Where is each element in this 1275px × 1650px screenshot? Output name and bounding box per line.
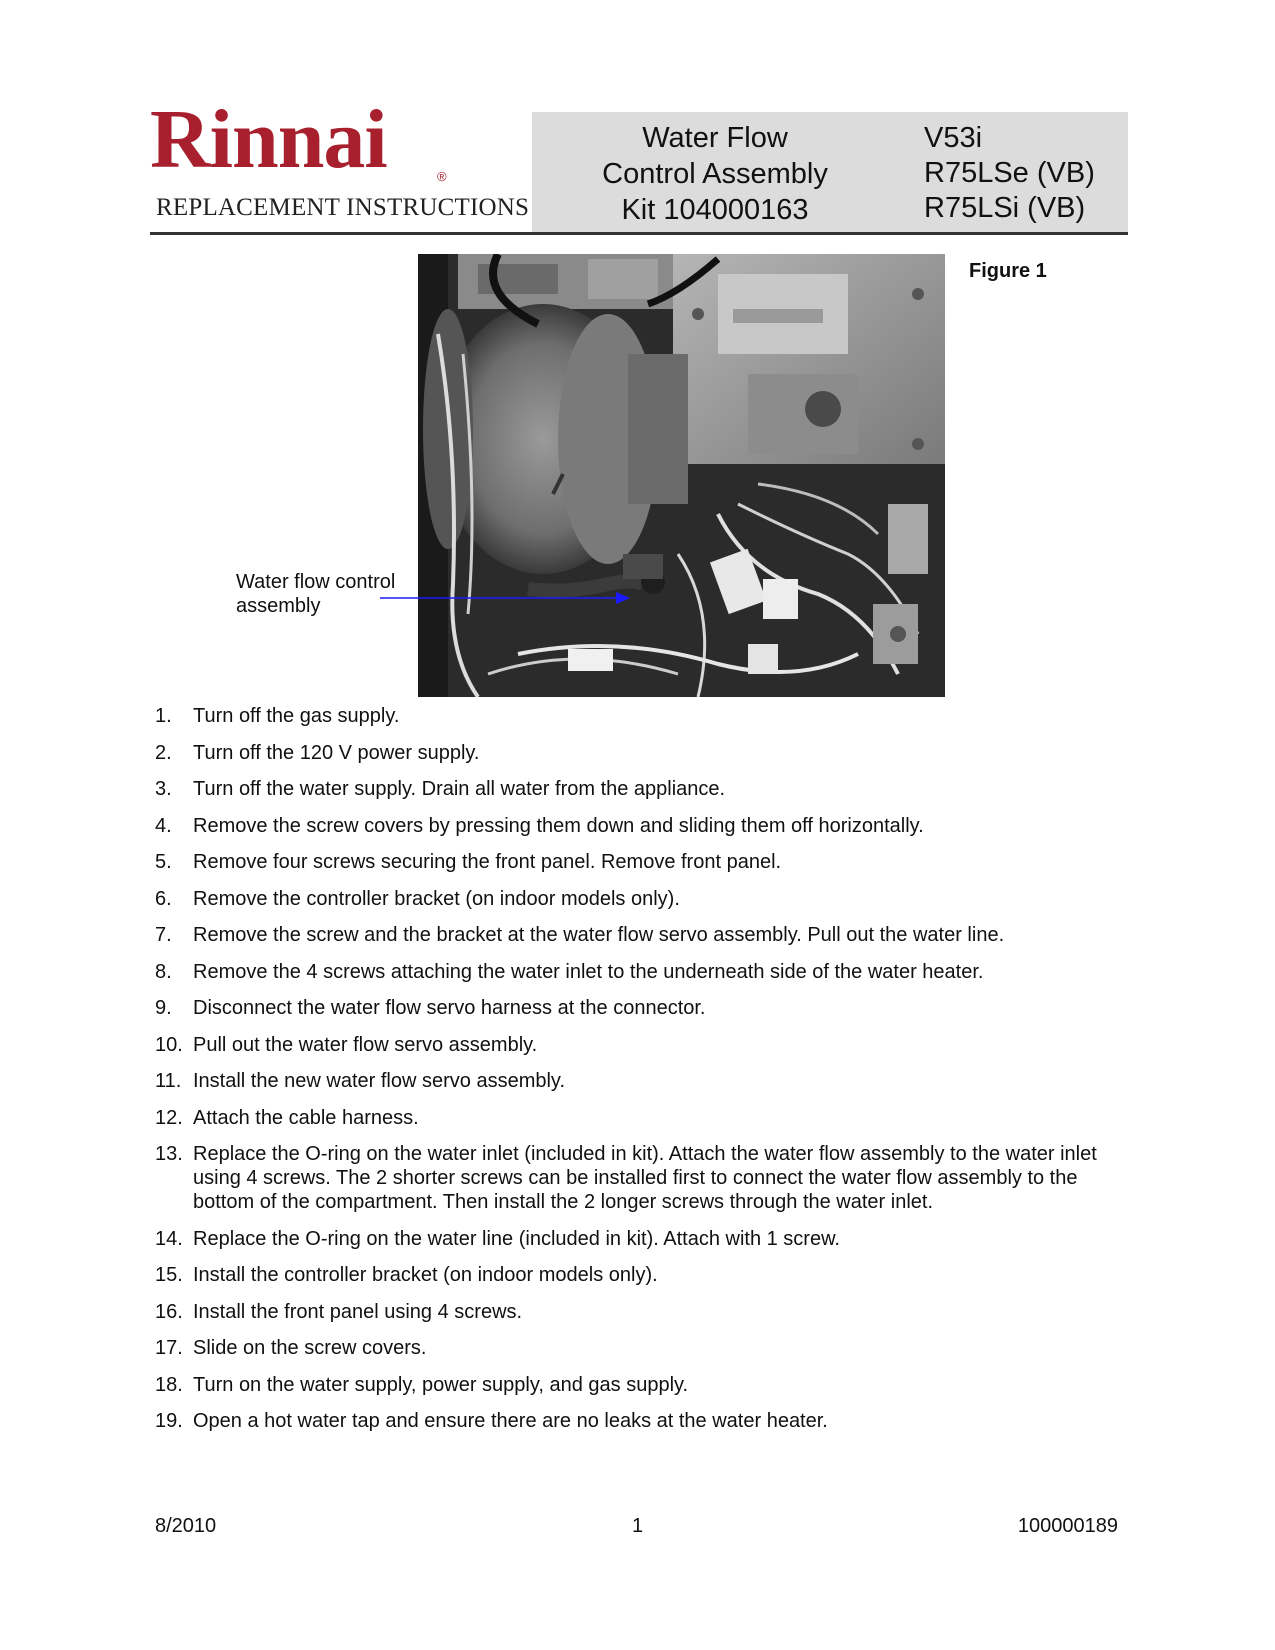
brand-name: Rinnai <box>150 93 387 186</box>
figure-caption: Figure 1 <box>969 260 1047 282</box>
step-item <box>155 1227 1115 1251</box>
step-text: Turn off the 120 V power supply. <box>193 741 480 764</box>
step-text: Turn on the water supply, power supply, and gas supply. <box>193 1373 689 1396</box>
step-item <box>155 704 1115 728</box>
rinnai-logo <box>150 93 532 232</box>
step-item <box>155 1409 1115 1433</box>
step-text: Remove four screws securing the front panel. Remove front panel. <box>193 851 782 873</box>
step-number: 5. <box>155 851 172 873</box>
step-text: Install the front panel using 4 screws. <box>193 1300 523 1323</box>
step-item <box>155 1033 1115 1057</box>
step-item <box>155 1142 1115 1214</box>
step-number: 4. <box>155 814 172 837</box>
step-text: Remove the 4 screws attaching the water inlet to the underneath side of the water heater. <box>193 960 984 983</box>
model-item: R75LSi (VB) <box>924 192 1086 224</box>
instruction-steps <box>155 704 1115 1446</box>
title-line: Control Assembly <box>602 158 828 190</box>
step-text: Attach the cable harness. <box>193 1106 419 1129</box>
document-number: 100000189 <box>1017 1515 1118 1537</box>
model-item: V53i <box>924 122 983 154</box>
step-text: Turn off the water supply. Drain all water from the appliance. <box>193 778 726 800</box>
step-item <box>155 1069 1115 1093</box>
step-text: Remove the controller bracket (on indoor models only). <box>193 887 680 910</box>
step-item <box>155 777 1115 801</box>
step-item <box>155 1300 1115 1324</box>
model-item: R75LSe (VB) <box>924 157 1095 189</box>
step-item <box>155 923 1115 947</box>
step-text: Open a hot water tap and ensure there are no leaks at the water heater. <box>193 1410 828 1432</box>
step-item <box>155 1373 1115 1397</box>
step-text: Disconnect the water flow servo harness at the connector. <box>193 997 706 1019</box>
document-subtitle: REPLACEMENT INSTRUCTIONS <box>156 194 530 221</box>
title-line: Kit 104000163 <box>621 194 809 226</box>
step-item <box>155 1336 1115 1360</box>
callout-arrow <box>380 590 630 606</box>
step-number: 13. <box>155 1143 183 1165</box>
step-item <box>155 887 1115 911</box>
step-number: 3. <box>155 778 172 800</box>
registered-mark: ® <box>437 169 447 184</box>
step-item <box>155 996 1115 1020</box>
footer-date: 8/2010 <box>155 1515 217 1537</box>
figure-photo <box>418 254 945 697</box>
appliance-interior-image <box>418 254 945 697</box>
step-number: 18. <box>155 1373 183 1396</box>
step-number: 14. <box>155 1227 183 1250</box>
step-item <box>155 1106 1115 1130</box>
step-item <box>155 850 1115 874</box>
callout-label <box>236 570 395 618</box>
callout-label-line: assembly <box>236 595 321 617</box>
step-number: 11. <box>155 1070 182 1092</box>
model-list <box>924 121 1095 226</box>
step-number: 10. <box>155 1033 183 1056</box>
step-number: 15. <box>155 1264 183 1286</box>
step-number: 8. <box>155 960 172 983</box>
title-line: Water Flow <box>642 122 788 154</box>
step-text: Replace the O-ring on the water inlet (included in kit). Attach the water flow assembly to the water inlet using 4 screws. The 2 shorter screws can be installed first to connect the water flow assembly to the bottom of the compartment. Then install the 2 longer screws through the water inlet. <box>193 1143 1097 1213</box>
step-text: Install the new water flow servo assembly. <box>193 1070 566 1092</box>
step-number: 1. <box>155 705 172 727</box>
step-number: 16. <box>155 1300 183 1323</box>
step-text: Pull out the water flow servo assembly. <box>193 1033 538 1056</box>
step-number: 17. <box>155 1337 183 1359</box>
step-item <box>155 741 1115 765</box>
step-text: Replace the O-ring on the water line (included in kit). Attach with 1 screw. <box>193 1227 840 1250</box>
step-number: 12. <box>155 1106 183 1129</box>
step-text: Remove the screw covers by pressing them down and sliding them off horizontally. <box>193 814 924 837</box>
step-text: Remove the screw and the bracket at the water flow servo assembly. Pull out the water line. <box>193 924 1005 946</box>
step-item <box>155 814 1115 838</box>
step-item <box>155 1263 1115 1287</box>
step-text: Slide on the screw covers. <box>193 1337 427 1359</box>
callout-label-line: Water flow control <box>236 571 396 593</box>
step-item <box>155 960 1115 984</box>
page-number: 1 <box>632 1515 644 1537</box>
document-title <box>532 120 898 228</box>
step-number: 7. <box>155 924 172 946</box>
step-text: Install the controller bracket (on indoor models only). <box>193 1264 658 1286</box>
title-panel <box>532 112 1128 232</box>
step-number: 9. <box>155 997 172 1019</box>
step-number: 6. <box>155 887 172 910</box>
step-number: 19. <box>155 1410 183 1432</box>
step-number: 2. <box>155 741 172 764</box>
step-text: Turn off the gas supply. <box>193 705 400 727</box>
document-header <box>150 93 1128 235</box>
